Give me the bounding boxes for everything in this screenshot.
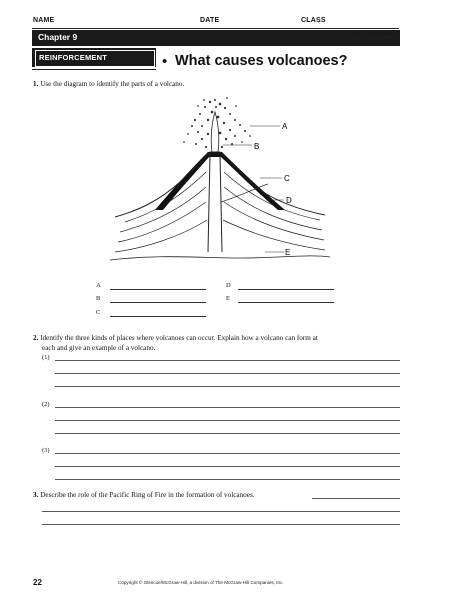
diagram-label-a: A bbox=[282, 122, 288, 131]
question-2-number: 2. bbox=[33, 334, 39, 342]
answer-line-2-1c[interactable] bbox=[55, 386, 400, 387]
answer-label-a: A bbox=[96, 282, 101, 289]
answer-line-e[interactable] bbox=[238, 302, 334, 303]
question-1-number: 1. bbox=[33, 80, 39, 88]
answer-line-2-2b[interactable] bbox=[55, 420, 400, 421]
answer-label-d: D bbox=[226, 282, 231, 289]
answer-label-e: E bbox=[226, 295, 230, 302]
answer-line-2-2c[interactable] bbox=[55, 433, 400, 434]
use-with-note: Use with Section 1 bbox=[352, 35, 398, 41]
answer-line-2-1b[interactable] bbox=[55, 373, 400, 374]
date-label: DATE bbox=[200, 17, 220, 24]
chapter-label: Chapter 9 bbox=[38, 32, 78, 42]
answer-line-2-3a[interactable] bbox=[55, 453, 400, 454]
answer-line-2-3c[interactable] bbox=[55, 479, 400, 480]
question-3-text: Describe the role of the Pacific Ring of Fire in the formation of volcanoes. bbox=[40, 491, 255, 499]
answer-line-2-2a[interactable] bbox=[55, 407, 400, 408]
diagram-label-b: B bbox=[254, 142, 260, 151]
bullet-icon: • bbox=[162, 53, 168, 70]
diagram-label-c: C bbox=[284, 174, 290, 183]
question-3 bbox=[33, 490, 255, 500]
diagram-label-d: D bbox=[286, 196, 292, 205]
answer-line-a[interactable] bbox=[110, 289, 206, 290]
answer-line-3b[interactable] bbox=[42, 511, 400, 512]
name-label: NAME bbox=[33, 17, 55, 24]
answer-line-3c[interactable] bbox=[42, 524, 400, 525]
question-1-text: Use the diagram to identify the parts of a volcano. bbox=[40, 80, 185, 88]
header-rule bbox=[32, 28, 399, 29]
question-2-text-line-1: Identify the three kinds of places where volcanoes can occur. Explain how a volcano can form at bbox=[40, 334, 318, 342]
copyright-notice: Copyright © Glencoe/McGraw-Hill, a division of The McGraw-Hill Companies, Inc. bbox=[118, 580, 284, 585]
page-number: 22 bbox=[33, 578, 42, 587]
diagram-label-e: E bbox=[285, 248, 291, 257]
answer-line-2-3b[interactable] bbox=[55, 466, 400, 467]
part-3-label: (3) bbox=[42, 447, 50, 454]
chapter-banner bbox=[32, 30, 400, 46]
part-1-label: (1) bbox=[42, 354, 50, 361]
answer-line-d[interactable] bbox=[238, 289, 334, 290]
answer-line-2-1a[interactable] bbox=[55, 360, 400, 361]
reinforcement-label: REINFORCEMENT bbox=[39, 53, 108, 62]
volcano-diagram bbox=[100, 92, 340, 272]
answer-line-c[interactable] bbox=[110, 316, 206, 317]
answer-line-b[interactable] bbox=[110, 302, 206, 303]
part-2-label: (2) bbox=[42, 401, 50, 408]
question-1 bbox=[33, 79, 184, 89]
answer-label-c: C bbox=[96, 309, 101, 316]
question-2 bbox=[33, 333, 413, 353]
page-title: What causes volcanoes? bbox=[175, 53, 348, 69]
question-3-number: 3. bbox=[33, 491, 39, 499]
answer-line-3a[interactable] bbox=[312, 498, 400, 499]
reinforcement-underline bbox=[32, 69, 156, 70]
answer-label-b: B bbox=[96, 295, 101, 302]
question-2-text-line-2: each and give an example of a volcano. bbox=[42, 344, 156, 352]
class-label: CLASS bbox=[301, 17, 326, 24]
